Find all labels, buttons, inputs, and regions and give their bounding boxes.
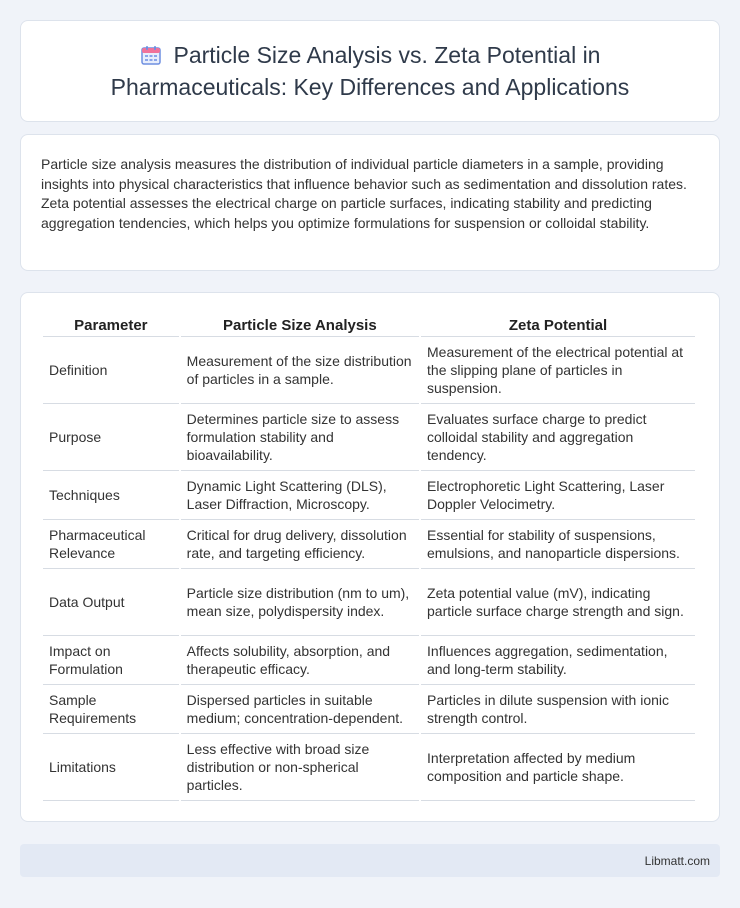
table-cell-particle-size: Dispersed particles in suitable medium; concentration-dependent. — [181, 685, 419, 734]
column-header-zeta-potential: Zeta Potential — [421, 313, 695, 337]
intro-paragraph: Particle size analysis measures the distribution of individual particle diameters in a sample, providing insights into physical characteristics that influence behavior such as sedimentation and dissolution rates. Zeta potential assesses the electrical charge on particle surfaces, indicating stability and predicting aggregation tendencies, which helps you optimize formulations for suspension or colloidal stability. — [41, 156, 687, 231]
table-cell-parameter: Techniques — [43, 471, 179, 520]
table-cell-parameter: Definition — [43, 337, 179, 404]
table-row — [43, 734, 695, 801]
table-cell-zeta-potential: Electrophoretic Light Scattering, Laser Doppler Velocimetry. — [421, 471, 695, 520]
table-row — [43, 636, 695, 685]
table-row — [43, 569, 695, 636]
table-row — [43, 404, 695, 471]
table-cell-particle-size: Dynamic Light Scattering (DLS), Laser Diffraction, Microscopy. — [181, 471, 419, 520]
page-title — [51, 39, 689, 103]
table-row — [43, 520, 695, 569]
table-cell-zeta-potential: Influences aggregation, sedimentation, and long-term stability. — [421, 636, 695, 685]
column-header-parameter: Parameter — [43, 313, 179, 337]
table-cell-particle-size: Affects solubility, absorption, and therapeutic efficacy. — [181, 636, 419, 685]
calendar-icon — [140, 44, 162, 66]
comparison-table-card — [20, 292, 720, 822]
table-cell-particle-size: Measurement of the size distribution of particles in a sample. — [181, 337, 419, 404]
title-card — [20, 20, 720, 122]
table-cell-zeta-potential: Particles in dilute suspension with ionic strength control. — [421, 685, 695, 734]
table-row — [43, 337, 695, 404]
table-cell-zeta-potential: Evaluates surface charge to predict colloidal stability and aggregation tendency. — [421, 404, 695, 471]
table-cell-particle-size: Less effective with broad size distribution or non-spherical particles. — [181, 734, 419, 801]
table-cell-zeta-potential: Essential for stability of suspensions, emulsions, and nanoparticle dispersions. — [421, 520, 695, 569]
intro-card — [20, 134, 720, 271]
table-cell-zeta-potential: Interpretation affected by medium composition and particle shape. — [421, 734, 695, 801]
table-row — [43, 471, 695, 520]
table-cell-particle-size: Critical for drug delivery, dissolution rate, and targeting efficiency. — [181, 520, 419, 569]
footer-brand[interactable]: Libmatt.com — [644, 853, 710, 868]
table-cell-parameter: Sample Requirements — [43, 685, 179, 734]
table-cell-zeta-potential: Zeta potential value (mV), indicating particle surface charge strength and sign. — [421, 569, 695, 636]
footer — [20, 844, 720, 877]
comparison-table — [41, 313, 697, 801]
table-cell-particle-size: Determines particle size to assess formulation stability and bioavailability. — [181, 404, 419, 471]
column-header-particle-size: Particle Size Analysis — [181, 313, 419, 337]
table-row — [43, 685, 695, 734]
table-cell-parameter: Purpose — [43, 404, 179, 471]
table-header-row — [43, 313, 695, 337]
table-cell-parameter: Limitations — [43, 734, 179, 801]
page-title-text: Particle Size Analysis vs. Zeta Potential in Pharmaceuticals: Key Differences and Applications — [110, 42, 630, 100]
table-cell-particle-size: Particle size distribution (nm to um), mean size, polydispersity index. — [181, 569, 419, 636]
table-cell-parameter: Data Output — [43, 569, 179, 636]
table-cell-zeta-potential: Measurement of the electrical potential at the slipping plane of particles in suspension. — [421, 337, 695, 404]
table-cell-parameter: Pharmaceutical Relevance — [43, 520, 179, 569]
table-cell-parameter: Impact on Formulation — [43, 636, 179, 685]
